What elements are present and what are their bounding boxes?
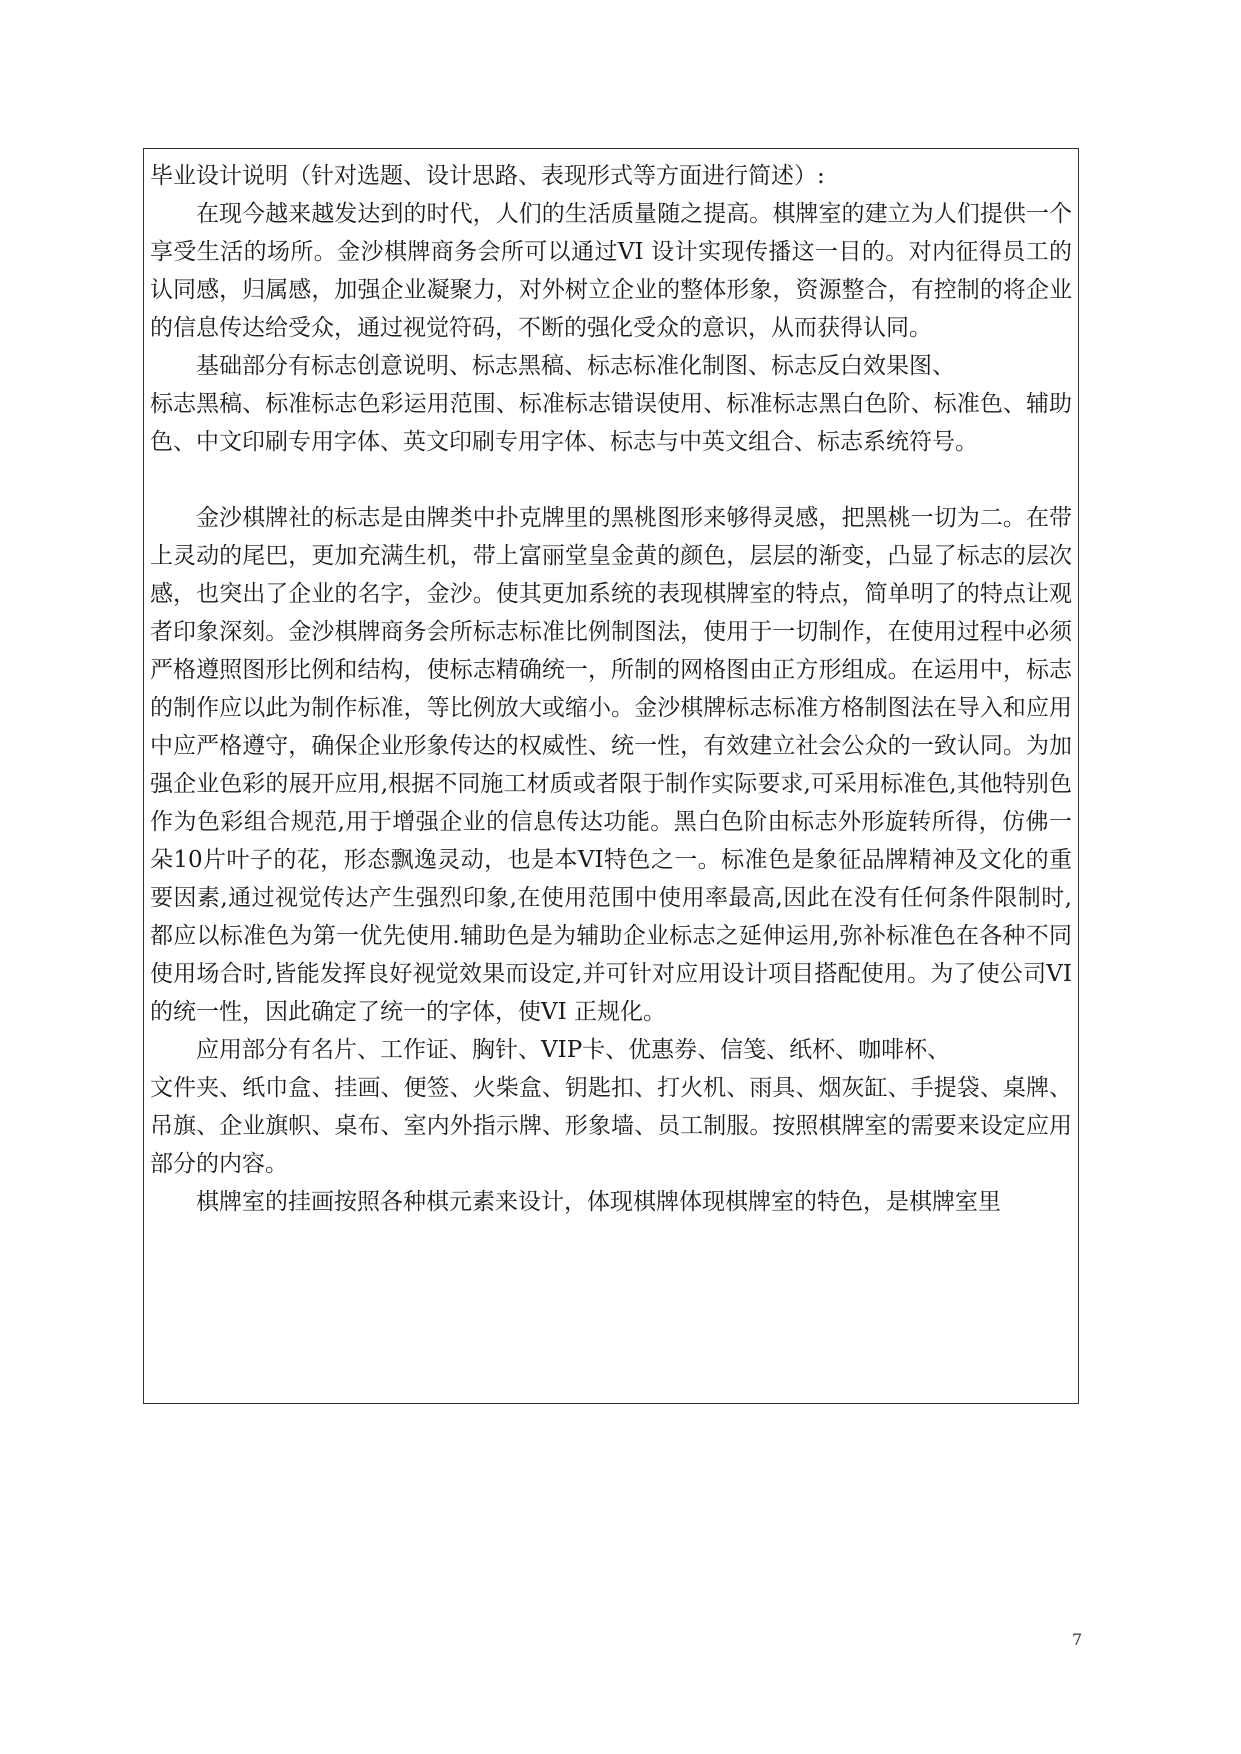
paragraph-hanging-pictures: 棋牌室的挂画按照各种棋元素来设计，体现棋牌体现棋牌室的特色，是棋牌室里 xyxy=(196,1189,1001,1215)
paragraph-intro: 在现今越来越发达到的时代，人们的生活质量随之提高。棋牌室的建立为人们提供一个享受生活的场所。金沙棋牌商务会所可以通过VI 设计实现传播这一目的。对内征得员工的认同感，归属感，加强企业凝聚力，对外树立企业的整体形象，资源整合，有控制的将企业的信息传达给受众，通过视觉符码，不断的强化受众的意识，从而获得认同。 xyxy=(150,201,1072,341)
paragraph-application-parts-line2: 文件夹、纸巾盒、挂画、便签、火柴盒、钥匙扣、打火机、雨具、烟灰缸、手提袋、桌牌、吊旗、企业旗帜、桌布、室内外指示牌、形象墙、员工制服。按照棋牌室的需要来设定应用部分的内容。 xyxy=(150,1075,1072,1177)
page-number: 7 xyxy=(1072,1630,1083,1649)
description-box xyxy=(143,148,1079,1404)
paragraph-basic-parts-line2: 标志黑稿、标准标志色彩运用范围、标准标志错误使用、标准标志黑白色阶、标准色、辅助色、中文印刷专用字体、英文印刷专用字体、标志与中英文组合、标志系统符号。 xyxy=(150,391,1072,455)
blank-line xyxy=(150,461,1072,499)
paragraph-basic-parts-line1: 基础部分有标志创意说明、标志黑稿、标志标准化制图、标志反白效果图、 xyxy=(196,353,955,379)
paragraph-application-parts-line1: 应用部分有名片、工作证、胸针、VIP卡、优惠券、信笺、纸杯、咖啡杯、 xyxy=(196,1037,951,1063)
section-heading: 毕业设计说明（针对选题、设计思路、表现形式等方面进行简述）: xyxy=(150,163,825,189)
paragraph-logo-description: 金沙棋牌社的标志是由牌类中扑克牌里的黑桃图形来够得灵感，把黑桃一切为二。在带上灵动的尾巴，更加充满生机，带上富丽堂皇金黄的颜色，层层的渐变，凸显了标志的层次感，也突出了企业的名字，金沙。使其更加系统的表现棋牌室的特点，简单明了的特点让观者印象深刻。金沙棋牌商务会所标志标准比例制图法，使用于一切制作，在使用过程中必须严格遵照图形比例和结构，使标志精确统一，所制的网格图由正方形组成。在运用中，标志的制作应以此为制作标准，等比例放大或缩小。金沙棋牌标志标准方格制图法在导入和应用中应严格遵守，确保企业形象传达的权威性、统一性，有效建立社会公众的一致认同。为加强企业色彩的展开应用,根据不同施工材质或者限于制作实际要求,可采用标准色,其他特别色作为色彩组合规范,用于增强企业的信息传达功能。黑白色阶由标志外形旋转所得，仿佛一朵10片叶子的花，形态飘逸灵动，也是本VI特色之一。标准色是象征品牌精神及文化的重要因素,通过视觉传达产生强烈印象,在使用范围中使用率最高,因此在没有任何条件限制时,都应以标准色为第一优先使用.辅助色是为辅助企业标志之延伸运用,弥补标准色在各种不同使用场合时,皆能发挥良好视觉效果而设定,并可针对应用设计项目搭配使用。为了使公司VI 的统一性，因此确定了统一的字体，使VI 正规化。 xyxy=(150,505,1072,1025)
